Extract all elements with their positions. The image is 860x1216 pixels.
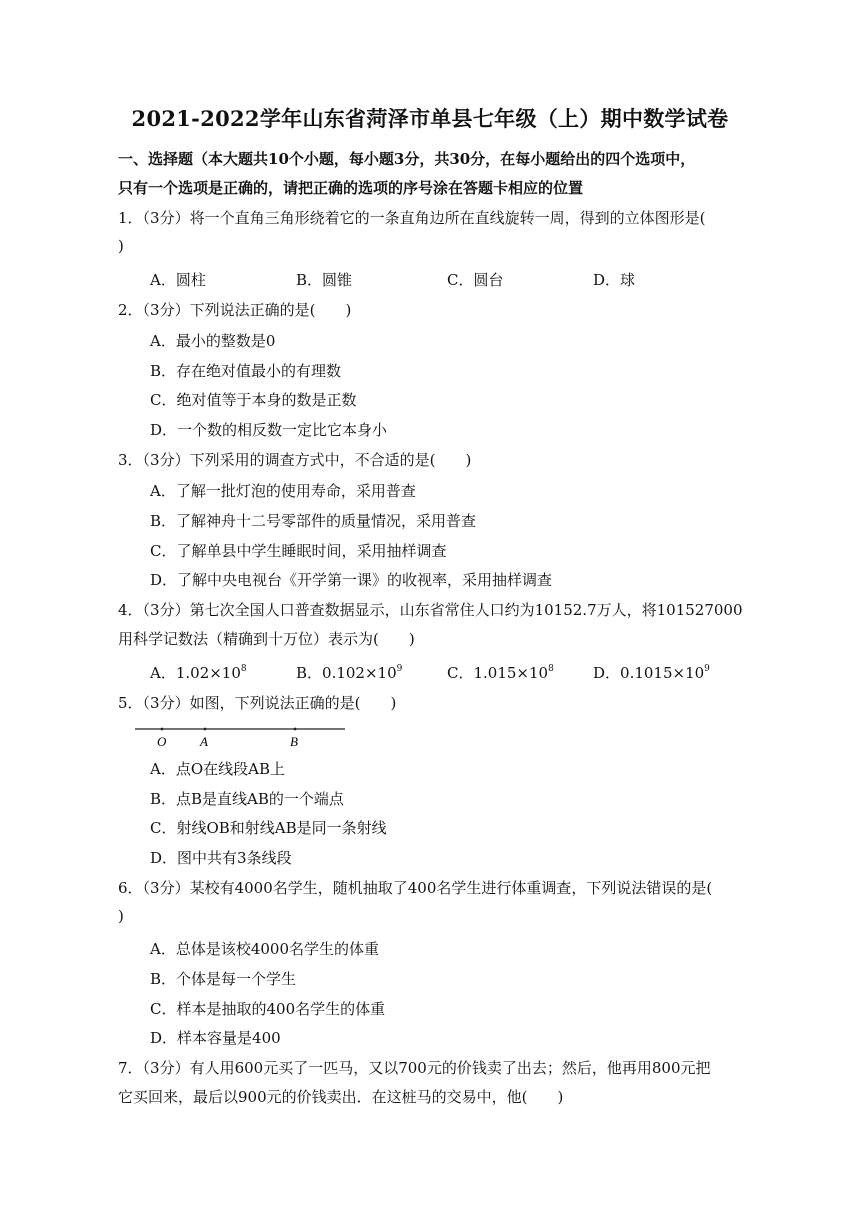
question-4-option-c: C．$1.015\times 10^8$	[447, 664, 554, 682]
question-4-option-b: B．$0.102\times 10^9$	[296, 664, 403, 682]
question-6-option-a: A．总体是该校4000名学生的体重	[150, 940, 380, 958]
point-b-label: B	[290, 734, 298, 749]
question-5-option-c: C．射线OB和射线AB是同一条射线	[150, 819, 387, 837]
question-1-option-d: D．球	[593, 271, 636, 289]
question-2-stem: 2．（3分）下列说法正确的是( )	[118, 301, 352, 319]
question-5-option-a: A．点O在线段AB上	[150, 760, 285, 778]
question-7-stem: 7．（3分）有人用600元买了一匹马，又以700元的价钱卖了出去；然后，他再用800元把	[118, 1059, 711, 1077]
question-4-option-d: D．$0.1015\times 10^9$	[593, 664, 710, 682]
question-5-stem: 5．（3分）如图，下列说法正确的是( )	[118, 694, 397, 712]
question-3-stem: 3．（3分）下列采用的调查方式中，不合适的是( )	[118, 451, 472, 469]
question-6-option-d: D．样本容量是400	[150, 1029, 281, 1047]
question-5-option-d: D．图中共有3条线段	[150, 849, 292, 867]
question-1-option-a: A．圆柱	[150, 271, 206, 289]
question-1-stem: 1．（3分）将一个直角三角形绕着它的一条直角边所在直线旋转一周，得到的立体图形是(	[118, 209, 706, 227]
question-4-stem-cont: 用科学记数法（精确到十万位）表示为( )	[118, 630, 415, 648]
question-1-option-b: B．圆锥	[296, 271, 353, 289]
question-1-option-c: C．圆台	[447, 271, 504, 289]
question-1-stem-cont: )	[118, 237, 124, 255]
question-3-option-a: A．了解一批灯泡的使用寿命，采用普查	[150, 482, 416, 500]
question-6-stem: 6．（3分）某校有4000名学生，随机抽取了400名学生进行体重调查，下列说法错误的是(	[118, 879, 713, 897]
question-5-option-b: B．点B是直线AB的一个端点	[150, 790, 344, 808]
question-2-option-a: A．最小的整数是0	[150, 332, 276, 350]
point-a-label: A	[200, 734, 208, 749]
question-6-stem-cont: )	[118, 907, 124, 925]
question-2-option-b: B．存在绝对值最小的有理数	[150, 362, 342, 380]
question-2-option-d: D．一个数的相反数一定比它本身小	[150, 421, 388, 439]
question-3-option-b: B．了解神舟十二号零部件的质量情况，采用普查	[150, 512, 477, 530]
page-title: 2021-2022学年山东省菏泽市单县七年级（上）期中数学试卷	[131, 106, 729, 131]
point-o-label: O	[157, 734, 167, 749]
question-7-stem-cont: 它买回来，最后以900元的价钱卖出．在这桩马的交易中，他( )	[118, 1088, 564, 1106]
question-3-option-d: D．了解中央电视台《开学第一课》的收视率，采用抽样调查	[150, 571, 553, 589]
question-6-option-b: B．个体是每一个学生	[150, 970, 297, 988]
question-3-option-c: C．了解单县中学生睡眠时间，采用抽样调查	[150, 542, 447, 560]
section-heading-line1: 一、选择题（本大题共10个小题，每小题3分，共30分，在每小题给出的四个选项中，	[118, 150, 696, 168]
point-b-dot	[294, 728, 297, 731]
question-4-stem: 4．（3分）第七次全国人口普查数据显示，山东省常住人口约为10152.7万人，将101527000	[118, 601, 743, 619]
question-4-option-a: A．$1.02\times 10^8$	[150, 664, 247, 682]
point-a-dot	[204, 728, 207, 731]
question-6-option-c: C．样本是抽取的400名学生的体重	[150, 1000, 386, 1018]
question-2-option-c: C．绝对值等于本身的数是正数	[150, 391, 357, 409]
line-segment-figure	[130, 722, 350, 750]
section-heading-line2: 只有一个选项是正确的，请把正确的选项的序号涂在答题卡相应的位置	[118, 179, 584, 197]
point-o-dot	[161, 728, 164, 731]
question-5-figure	[130, 722, 350, 750]
